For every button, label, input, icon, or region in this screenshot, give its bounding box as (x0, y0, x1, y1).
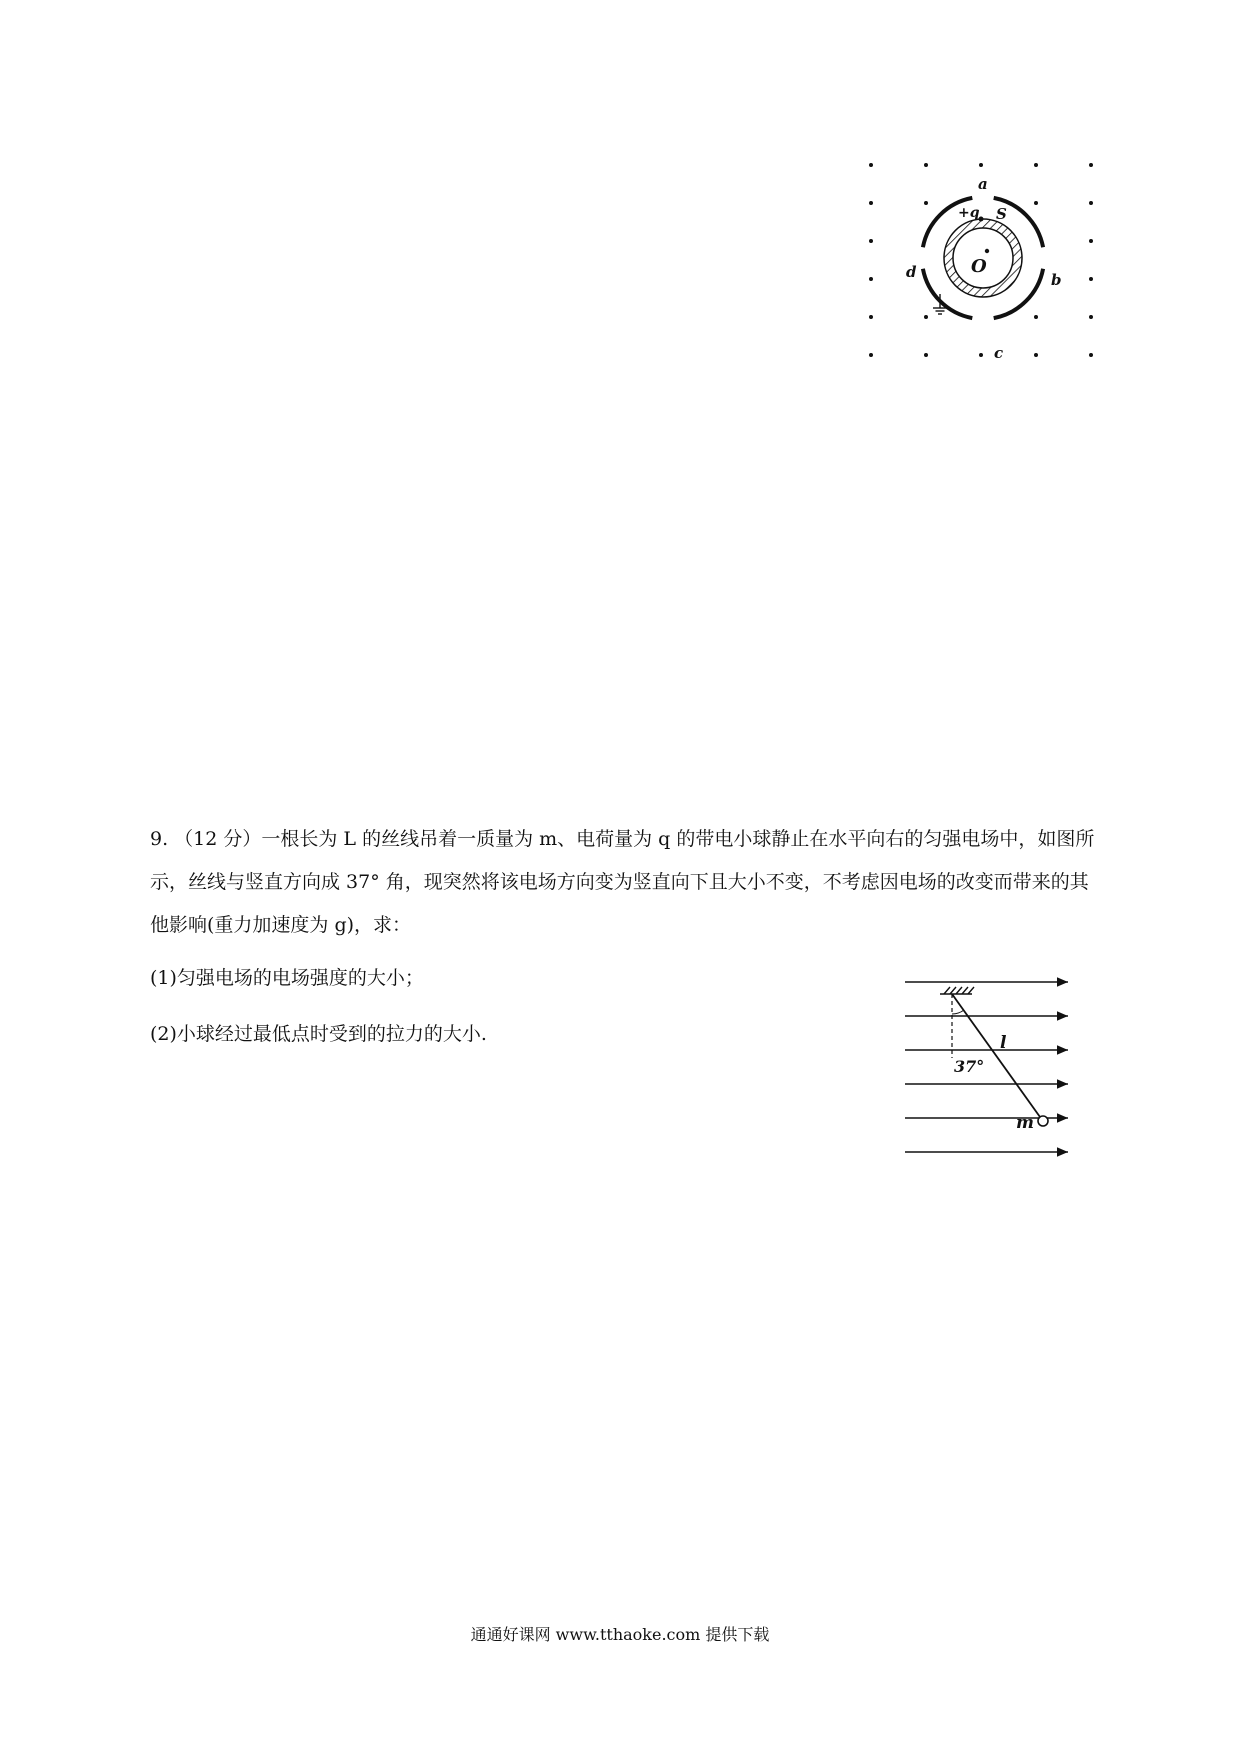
label-a: a (978, 175, 988, 193)
thread (952, 994, 1040, 1117)
problem-intro: 9. （12 分）一根长为 L 的丝线吊着一质量为 m、电荷量为 q 的带电小球静止在水平向右的匀强电场中，如图所示，丝线与竖直方向成 37° 角，现突然将该电场方向变为竖直向下且大小不变，不考虑因电场的改变而带来的其他影响(重力加速度为 g)，求： (150, 828, 1095, 936)
question-1: (1)匀强电场的电场强度的大小； (150, 967, 424, 989)
question-2: (2)小球经过最低点时受到的拉力的大小. (150, 1023, 487, 1045)
label-mass: m (1016, 1113, 1034, 1133)
label-d: d (906, 263, 917, 281)
charged-ball (1038, 1116, 1048, 1126)
label-charge: +q (958, 205, 980, 221)
footer: 通通好课网 www.tthaoke.com 提供下载 (470, 1625, 770, 1644)
label-length: l (1000, 1033, 1007, 1053)
label-angle: 37° (954, 1057, 985, 1076)
pendulum-field-figure (900, 970, 1080, 1170)
label-c: c (994, 344, 1004, 362)
ceiling-support (940, 987, 974, 994)
label-b: b (1051, 271, 1062, 289)
label-switch: S (996, 205, 1007, 223)
angle-arc (952, 1010, 964, 1014)
label-center: O (971, 256, 987, 277)
center-point (985, 249, 989, 253)
ring-field-figure (868, 155, 1108, 370)
